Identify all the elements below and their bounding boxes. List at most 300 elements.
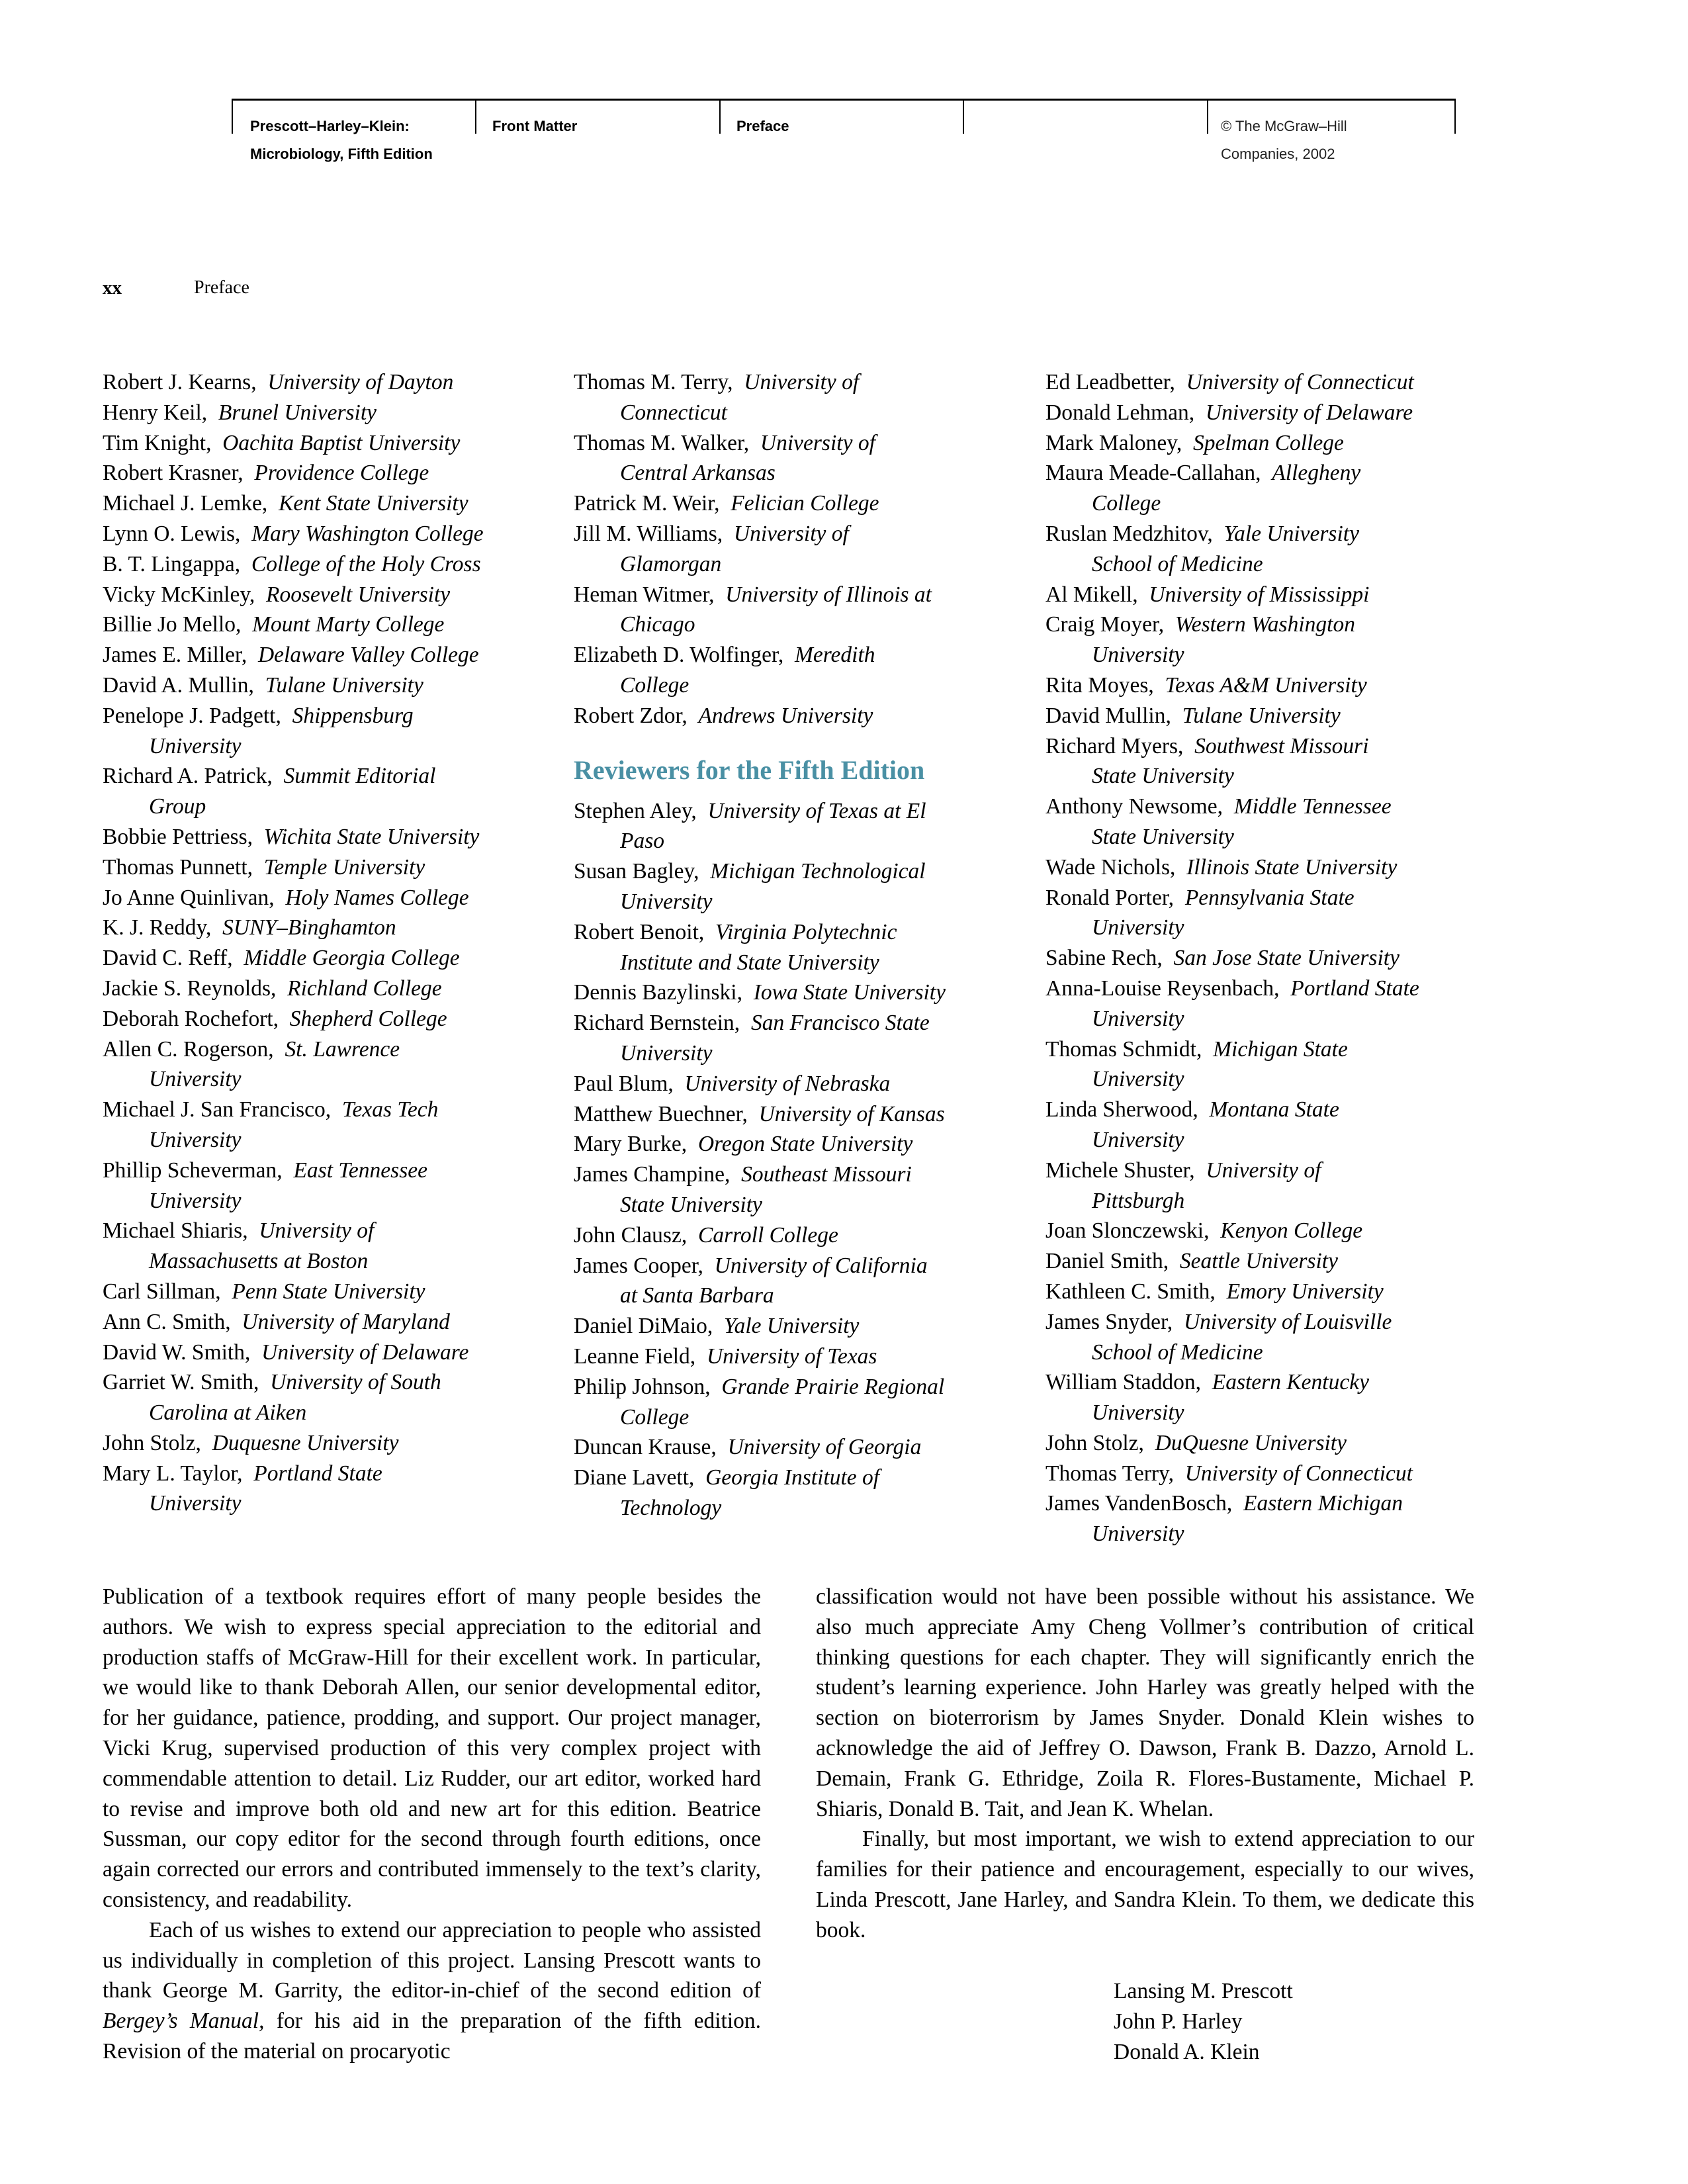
reviewer-institution: University of Texas <box>706 1343 877 1369</box>
reviewer-entry-continued <box>103 792 566 822</box>
reviewer-entry <box>103 367 566 398</box>
reviewer-entry <box>1045 701 1509 731</box>
reviewer-institution: Massachusetts at Boston <box>149 1249 369 1274</box>
reviewer-institution: Shippensburg <box>292 703 414 728</box>
reviewer-entry <box>574 1099 1037 1130</box>
reviewer-institution: Iowa State University <box>753 980 946 1005</box>
reviewer-name: Maura Meade-Callahan, <box>1045 461 1261 486</box>
reviewer-institution: Group <box>149 794 206 819</box>
reviewer-institution: College of the Holy Cross <box>251 551 481 576</box>
author-name: Donald A. Klein <box>1114 2039 1260 2064</box>
reviewer-name: Phillip Scheverman, <box>103 1158 283 1183</box>
reviewer-name: Sabine Rech, <box>1045 946 1163 971</box>
reviewer-entry <box>574 1311 1037 1342</box>
reviewer-name: Mary Burke, <box>574 1132 688 1157</box>
reviewer-entry <box>103 549 566 580</box>
reviewer-entry-continued <box>574 1281 1037 1311</box>
reviewer-institution: Virginia Polytechnic <box>715 919 897 944</box>
reviewer-institution: Andrews University <box>698 703 873 728</box>
reviewer-institution: at Santa Barbara <box>620 1283 774 1308</box>
reviewer-institution: University of <box>760 430 875 455</box>
reviewer-name: Anthony Newsome, <box>1045 794 1223 819</box>
reviewer-entry-continued <box>574 549 1037 580</box>
reviewer-entry <box>103 943 566 974</box>
reviewer-institution: Portland State <box>1290 976 1419 1001</box>
reviewer-entry <box>1045 883 1509 913</box>
reviewer-institution: State University <box>620 1192 762 1217</box>
reviewer-name: Tim Knight, <box>103 430 212 455</box>
reviewer-entry-continued <box>103 1125 566 1156</box>
reviewer-entry <box>103 519 566 549</box>
reviewer-entry <box>103 1338 566 1368</box>
reviewer-name: Bobbie Pettriess, <box>103 824 253 849</box>
reviewer-institution: Michigan State <box>1213 1036 1348 1062</box>
reviewer-name: James E. Miller, <box>103 643 247 668</box>
reviewer-entry-continued <box>574 670 1037 701</box>
reviewer-entry <box>574 796 1037 827</box>
reviewer-entry <box>574 1220 1037 1251</box>
author-name: Lansing M. Prescott <box>1114 1979 1293 2003</box>
reviewer-entry <box>103 822 566 852</box>
reviewer-institution: Carroll College <box>697 1222 838 1248</box>
reviewer-entry-continued <box>574 1493 1037 1524</box>
reviewer-entry <box>103 852 566 883</box>
reviewer-entry-continued <box>103 1186 566 1216</box>
reviewer-institution: College <box>620 1404 689 1430</box>
reviewer-institution: Portland State <box>253 1461 382 1486</box>
reviewer-entry <box>1045 1246 1509 1277</box>
reviewer-name: Susan Bagley, <box>574 859 699 884</box>
reviewer-institution: Meredith <box>794 643 875 668</box>
copyright-line1: © The McGraw–Hill <box>1221 118 1347 134</box>
reviewer-entry <box>1045 519 1509 549</box>
reviewer-name: Richard A. Patrick, <box>103 764 273 789</box>
reviewer-institution: Spelman College <box>1192 430 1344 455</box>
reviewer-list-previous <box>574 367 1037 731</box>
header-part <box>492 113 577 146</box>
header-divider <box>1454 101 1456 134</box>
reviewer-name: Matthew Buechner, <box>574 1101 748 1126</box>
reviewer-entry-continued <box>1045 822 1509 852</box>
reviewer-institution: University <box>1092 915 1184 940</box>
reviewer-name: Thomas M. Walker, <box>574 430 750 455</box>
reviewer-name: Thomas Punnett, <box>103 854 253 880</box>
ack-paragraph-1: Publication of a textbook requires effort of many people besides the authors. We wish to express special appreciation to the editorial and production staffs of McGraw-Hill for their excellent work. In particular, we would like to thank Deborah Allen, our senior developmental editor, for her guidance, patience, prodding, and support. Our project manager, Vicki Krug, supervised production of this very complex project with commendable attention to detail. Liz Rudder, our art editor, worked hard to revise and improve both old and new art for this edition. Beatrice Sussman, our copy editor for the second through fourth editions, once again corrected our errors and contributed immensely to the text’s clarity, consistency, and readability. <box>103 1584 761 1912</box>
reviewer-name: Robert Krasner, <box>103 461 244 486</box>
reviewer-name: Paul Blum, <box>574 1071 674 1096</box>
reviewer-entry <box>574 1463 1037 1493</box>
reviewer-name: Michele Shuster, <box>1045 1158 1195 1183</box>
header-divider <box>475 101 476 134</box>
reviewer-name: Diane Lavett, <box>574 1465 695 1490</box>
reviewer-institution: University <box>1092 1127 1184 1152</box>
reviewer-name: James VandenBosch, <box>1045 1491 1233 1516</box>
reviewer-entry <box>1045 1307 1509 1338</box>
reviewer-name: K. J. Reddy, <box>103 915 212 940</box>
reviewer-name: Kathleen C. Smith, <box>1045 1279 1216 1304</box>
reviewer-name: Craig Moyer, <box>1045 612 1165 637</box>
reviewer-name: Anna-Louise Reysenbach, <box>1045 976 1280 1001</box>
reviewer-name: Jo Anne Quinlivan, <box>103 885 275 910</box>
reviewer-institution: University of Maryland <box>242 1309 450 1334</box>
reviewer-entry <box>574 428 1037 459</box>
reviewer-entry-continued <box>103 1064 566 1095</box>
reviewer-institution: Kent State University <box>279 491 468 516</box>
reviewer-entry-continued <box>574 398 1037 428</box>
reviewer-institution: Illinois State University <box>1186 854 1398 880</box>
acknowledgments-right-column <box>816 1582 1474 1946</box>
reviewer-entry <box>103 883 566 913</box>
reviewer-entry <box>574 580 1037 610</box>
reviewer-institution: University <box>1092 643 1184 668</box>
reviewer-name: Robert J. Kearns, <box>103 370 257 394</box>
reviewer-name: Joan Slonczewski, <box>1045 1218 1210 1244</box>
reviewer-institution: State University <box>1092 764 1234 789</box>
reviewer-column-2 <box>574 367 1037 1524</box>
reviewer-institution: Southwest Missouri <box>1194 733 1369 758</box>
reviewer-institution: University <box>620 1040 713 1066</box>
reviewer-institution: University of California <box>714 1253 928 1278</box>
reviewer-entry-continued <box>1045 1125 1509 1156</box>
reviewer-name: David W. Smith, <box>103 1340 251 1365</box>
reviewer-name: Robert Benoit, <box>574 919 705 944</box>
reviewer-entry <box>574 640 1037 670</box>
reviewer-institution: Southeast Missouri <box>741 1162 912 1187</box>
reviewer-institution: Texas A&M University <box>1165 672 1367 698</box>
reviewer-institution: Seattle University <box>1179 1249 1338 1274</box>
reviewer-institution: School of Medicine <box>1092 551 1263 576</box>
reviewer-institution: Mount Marty College <box>252 612 445 637</box>
reviewer-institution: Tulane University <box>1182 703 1341 728</box>
reviewer-institution: Richland College <box>287 976 442 1001</box>
book-title-line2: Microbiology, Fifth Edition <box>250 146 433 162</box>
reviewer-institution: University <box>620 889 713 914</box>
reviewer-entry <box>103 1277 566 1307</box>
reviewer-entry <box>574 917 1037 948</box>
reviewer-institution: Paso <box>620 829 664 854</box>
reviewer-institution: Providence College <box>254 461 429 486</box>
reviewer-entry <box>1045 1156 1509 1186</box>
reviewer-entry-continued <box>1045 1186 1509 1216</box>
reviewer-name: David C. Reff, <box>103 946 233 971</box>
reviewer-entry-continued <box>1045 1064 1509 1095</box>
reviewer-name: James Cooper, <box>574 1253 703 1278</box>
reviewer-institution: University <box>1092 1400 1184 1426</box>
chapter-label: Preface <box>736 118 789 134</box>
reviewer-institution: University of <box>1206 1158 1321 1183</box>
reviewer-institution: University of Louisville <box>1183 1309 1392 1334</box>
reviewer-institution: Shepherd College <box>289 1006 447 1031</box>
reviewer-entry-continued <box>574 826 1037 856</box>
reviewer-institution: Central Arkansas <box>620 461 776 486</box>
reviewer-entry <box>574 519 1037 549</box>
reviewer-institution: Roosevelt University <box>266 582 451 607</box>
reviewer-institution: Summit Editorial <box>283 764 436 789</box>
reviewer-institution: Chicago <box>620 612 695 637</box>
reviewer-institution: Yale University <box>724 1314 860 1339</box>
reviewer-name: James Champine, <box>574 1162 731 1187</box>
reviewer-institution: University of Illinois at <box>725 582 932 607</box>
reviewer-institution: University <box>149 1067 242 1092</box>
reviewer-entry-continued <box>1045 1004 1509 1034</box>
reviewer-name: Thomas M. Terry, <box>574 370 733 394</box>
reviewer-institution: University <box>149 1491 242 1516</box>
reviewer-entry <box>103 1428 566 1459</box>
reviewer-entry <box>103 1004 566 1034</box>
reviewer-entry <box>574 1342 1037 1372</box>
reviewer-entry <box>1045 1459 1509 1489</box>
reviewer-name: Patrick M. Weir, <box>574 491 720 516</box>
reviewer-institution: University of Connecticut <box>1186 370 1414 394</box>
reviewer-name: Ruslan Medzhitov, <box>1045 521 1213 546</box>
reviewer-name: Al Mikell, <box>1045 582 1138 607</box>
reviewer-name: John Stolz, <box>103 1430 201 1455</box>
reviewer-name: Philip Johnson, <box>574 1374 711 1399</box>
reviewer-entry <box>574 1069 1037 1099</box>
reviewer-entry-continued <box>1045 488 1509 519</box>
reviewer-institution: Glamorgan <box>620 551 722 576</box>
reviewer-entry-continued <box>103 1398 566 1428</box>
reviewer-institution: Felician College <box>731 491 879 516</box>
reviewer-name: B. T. Lingappa, <box>103 551 241 576</box>
reviewer-entry-continued <box>103 731 566 762</box>
reviewer-institution: University of Connecticut <box>1184 1461 1413 1486</box>
reviewer-institution: Technology <box>620 1495 722 1520</box>
reviewer-name: Richard Myers, <box>1045 733 1184 758</box>
reviewer-institution: Delaware Valley College <box>257 643 479 668</box>
reviewer-institution: University of Dayton <box>267 370 454 394</box>
reviewer-institution: Yale University <box>1223 521 1359 546</box>
reviewer-institution: Penn State University <box>232 1279 425 1304</box>
reviewer-name: Robert Zdor, <box>574 703 688 728</box>
reviewer-institution: Pennsylvania State <box>1184 885 1355 910</box>
reviewer-entry <box>103 761 566 792</box>
reviewer-institution: Middle Georgia College <box>244 946 460 971</box>
reviewer-entry-continued <box>574 458 1037 488</box>
reviewer-entry <box>1045 974 1509 1004</box>
reviewer-entry <box>1045 610 1509 640</box>
header-divider <box>963 101 964 134</box>
reviewer-entry-continued <box>1045 913 1509 943</box>
reviewer-institution: Eastern Kentucky <box>1212 1370 1369 1395</box>
reviewer-entry <box>103 398 566 428</box>
reviewer-entry <box>1045 1034 1509 1065</box>
reviewer-institution: College <box>1092 491 1161 516</box>
reviewer-institution: Tulane University <box>265 672 423 698</box>
reviewer-institution: University of Nebraska <box>684 1071 891 1096</box>
ack-p2-continued-right: classification would not have been possible without his assistance. We also much appreciate Amy Cheng Vollmer’s contribution of critical thinking questions for each chapter. They will significantly enrich the student’s learning experience. John Harley was greatly helped with the section on bioterrorism by James Snyder. Donald Klein wishes to acknowledge the aid of Jeffrey O. Dawson, Frank B. Dazzo, Arnold L. Demain, Frank G. Ethridge, Zoila R. Flores-Bustamente, Michael P. Shiaris, Donald B. Tait, and Jean K. Whelan. <box>816 1584 1474 1821</box>
reviewer-institution: Western Washington <box>1175 612 1355 637</box>
reviewer-name: Donald Lehman, <box>1045 400 1195 425</box>
reviewer-institution: Grande Prairie Regional <box>721 1374 945 1399</box>
reviewer-entry-continued <box>1045 1519 1509 1549</box>
reviewer-name: Rita Moyes, <box>1045 672 1154 698</box>
reviewer-institution: Oregon State University <box>697 1132 913 1157</box>
reviewer-institution: Pittsburgh <box>1092 1188 1185 1213</box>
reviewer-institution: University <box>1092 1006 1184 1031</box>
reviewer-name: Dennis Bazylinski, <box>574 980 742 1005</box>
reviewer-entry <box>1045 1367 1509 1398</box>
reviewer-entry-continued <box>574 1190 1037 1220</box>
reviewer-entry-continued <box>103 1246 566 1277</box>
reviewer-entry-continued <box>103 1488 566 1519</box>
reviewer-list-fifth-edition <box>574 796 1037 1524</box>
reviewer-name: Mark Maloney, <box>1045 430 1182 455</box>
reviewer-institution: Carolina at Aiken <box>149 1400 307 1426</box>
reviewer-name: Thomas Schmidt, <box>1045 1036 1202 1062</box>
reviewer-institution: San Francisco State <box>750 1011 930 1036</box>
reviewer-entry-continued <box>574 887 1037 917</box>
reviewer-entry <box>1045 458 1509 488</box>
reviewer-entry <box>103 670 566 701</box>
reviewer-entry <box>574 1129 1037 1160</box>
reviewer-name: Richard Bernstein, <box>574 1011 740 1036</box>
running-header <box>232 99 1456 169</box>
reviewer-entry <box>1045 398 1509 428</box>
reviewer-entry <box>103 1459 566 1489</box>
reviewer-name: John Stolz, <box>1045 1430 1144 1455</box>
reviewer-entry <box>103 974 566 1004</box>
reviewer-entry-continued <box>1045 761 1509 792</box>
reviewer-name: Daniel DiMaio, <box>574 1314 713 1339</box>
reviewer-entry <box>1045 1488 1509 1519</box>
reviewer-institution: University of <box>744 370 860 394</box>
reviewer-institution: Montana State <box>1209 1097 1339 1122</box>
reviewer-name: Elizabeth D. Wolfinger, <box>574 643 784 668</box>
reviewer-name: Mary L. Taylor, <box>103 1461 243 1486</box>
reviewer-entry <box>103 1095 566 1125</box>
reviewer-entry <box>574 1160 1037 1190</box>
reviewer-name: Heman Witmer, <box>574 582 715 607</box>
reviewer-name: Jackie S. Reynolds, <box>103 976 277 1001</box>
header-chapter <box>736 113 789 146</box>
ack-p2-text: Each of us wishes to extend our appreciation to people who assisted us individually in completion of this project. Lansing Prescott wants to thank George M. Garrity, the editor-in-chief of the second edition of <box>103 1917 761 2003</box>
reviewer-name: Linda Sherwood, <box>1045 1097 1198 1122</box>
author-name: John P. Harley <box>1114 2009 1243 2034</box>
reviewer-name: Michael Shiaris, <box>103 1218 248 1244</box>
acknowledgments-left-column <box>103 1582 761 2067</box>
reviewer-entry <box>1045 1277 1509 1307</box>
reviewer-institution: Michigan Technological <box>710 859 926 884</box>
copyright-line2: Companies, 2002 <box>1221 146 1335 162</box>
reviewer-name: Ann C. Smith, <box>103 1309 231 1334</box>
reviewer-institution: Wichita State University <box>263 824 480 849</box>
reviewer-entry <box>574 488 1037 519</box>
reviewer-name: Leanne Field, <box>574 1343 696 1369</box>
reviewer-name: Daniel Smith, <box>1045 1249 1169 1274</box>
reviewer-column-1 <box>103 367 566 1519</box>
reviewer-entry <box>1045 1428 1509 1459</box>
page-number: xx <box>103 277 122 298</box>
ack-paragraph-3: Finally, but most important, we wish to extend appreciation to our families for their patience and encouragement, especially to our wives, Linda Prescott, Jane Harley, and Sandra Klein. To them, we dedicate this book. <box>816 1827 1474 1942</box>
reviewer-institution: Middle Tennessee <box>1233 794 1392 819</box>
header-book-title <box>250 113 433 162</box>
reviewer-name: Stephen Aley, <box>574 798 697 823</box>
ack-paragraph-2-end <box>816 1582 1474 1824</box>
reviewer-institution: Allegheny <box>1272 461 1361 486</box>
reviewer-name: William Staddon, <box>1045 1370 1201 1395</box>
reviewer-entry <box>103 610 566 640</box>
reviewer-name: Jill M. Williams, <box>574 521 723 546</box>
reviewer-name: Deborah Rochefort, <box>103 1006 279 1031</box>
reviewer-entry <box>1045 1216 1509 1246</box>
reviewer-entry <box>103 913 566 943</box>
reviewer-column-3 <box>1045 367 1509 1549</box>
reviewer-institution: University <box>1092 1067 1184 1092</box>
reviewer-institution: Holy Names College <box>285 885 469 910</box>
reviewer-entry-continued <box>574 1402 1037 1433</box>
section-heading: Reviewers for the Fifth Edition <box>574 754 925 785</box>
reviewer-entry <box>1045 792 1509 822</box>
reviewer-institution: University <box>149 1127 242 1152</box>
reviewer-entry <box>103 640 566 670</box>
reviewer-institution: Georgia Institute of <box>705 1465 880 1490</box>
reviewer-name: David A. Mullin, <box>103 672 254 698</box>
reviewer-entry <box>1045 852 1509 883</box>
reviewer-entry <box>103 488 566 519</box>
ack-p2-book-title: Bergey’s Manual, <box>103 2009 265 2034</box>
reviewer-institution: Connecticut <box>620 400 727 425</box>
reviewer-entry <box>574 1251 1037 1281</box>
reviewer-entry <box>1045 1095 1509 1125</box>
reviewer-entry <box>103 458 566 488</box>
reviewer-entry-continued <box>574 948 1037 978</box>
reviewer-name: Michael J. San Francisco, <box>103 1097 332 1122</box>
header-divider <box>719 101 721 134</box>
reviewer-name: Allen C. Rogerson, <box>103 1036 274 1062</box>
reviewer-institution: Oachita Baptist University <box>222 430 461 455</box>
reviewer-institution: University of Kansas <box>758 1101 945 1126</box>
reviewer-entry <box>103 1307 566 1338</box>
reviewer-entry-continued <box>574 1038 1037 1069</box>
reviewer-institution: School of Medicine <box>1092 1340 1263 1365</box>
reviewer-entry <box>574 978 1037 1008</box>
reviewer-name: Duncan Krause, <box>574 1435 717 1460</box>
reviewer-institution: University of South <box>270 1370 441 1395</box>
reviewer-institution: SUNY–Binghamton <box>222 915 396 940</box>
reviewer-name: Ed Leadbetter, <box>1045 370 1175 394</box>
reviewer-name: Garriet W. Smith, <box>103 1370 259 1395</box>
reviewer-entry-continued <box>1045 549 1509 580</box>
reviewer-institution: University of Texas at El <box>707 798 926 823</box>
reviewer-entry <box>574 701 1037 731</box>
reviewer-institution: Kenyon College <box>1220 1218 1363 1244</box>
reviewer-institution: Brunel University <box>218 400 377 425</box>
author-signatures <box>1114 1976 1293 2067</box>
reviewer-institution: San Jose State University <box>1173 946 1399 971</box>
reviewer-name: Penelope J. Padgett, <box>103 703 281 728</box>
reviewer-institution: Texas Tech <box>341 1097 439 1122</box>
header-copyright <box>1221 113 1347 162</box>
reviewer-entry <box>103 428 566 459</box>
reviewer-entry-continued <box>574 610 1037 640</box>
reviewer-institution: East Tennessee <box>293 1158 427 1183</box>
reviewer-entry <box>1045 580 1509 610</box>
reviewer-entry <box>103 1034 566 1065</box>
reviewer-institution: University <box>1092 1522 1184 1547</box>
reviewer-entry <box>103 701 566 731</box>
reviewer-institution: University of Delaware <box>1205 400 1413 425</box>
reviewer-entry <box>1045 367 1509 398</box>
reviewer-entry <box>103 1216 566 1246</box>
ack-paragraph-2-start <box>103 1915 761 2067</box>
reviewer-name: Lynn O. Lewis, <box>103 521 241 546</box>
reviewer-name: Henry Keil, <box>103 400 208 425</box>
reviewer-name: Michael J. Lemke, <box>103 491 268 516</box>
reviewer-institution: University <box>149 1188 242 1213</box>
reviewer-institution: Duquesne University <box>212 1430 399 1455</box>
reviewer-institution: Institute and State University <box>620 950 879 975</box>
